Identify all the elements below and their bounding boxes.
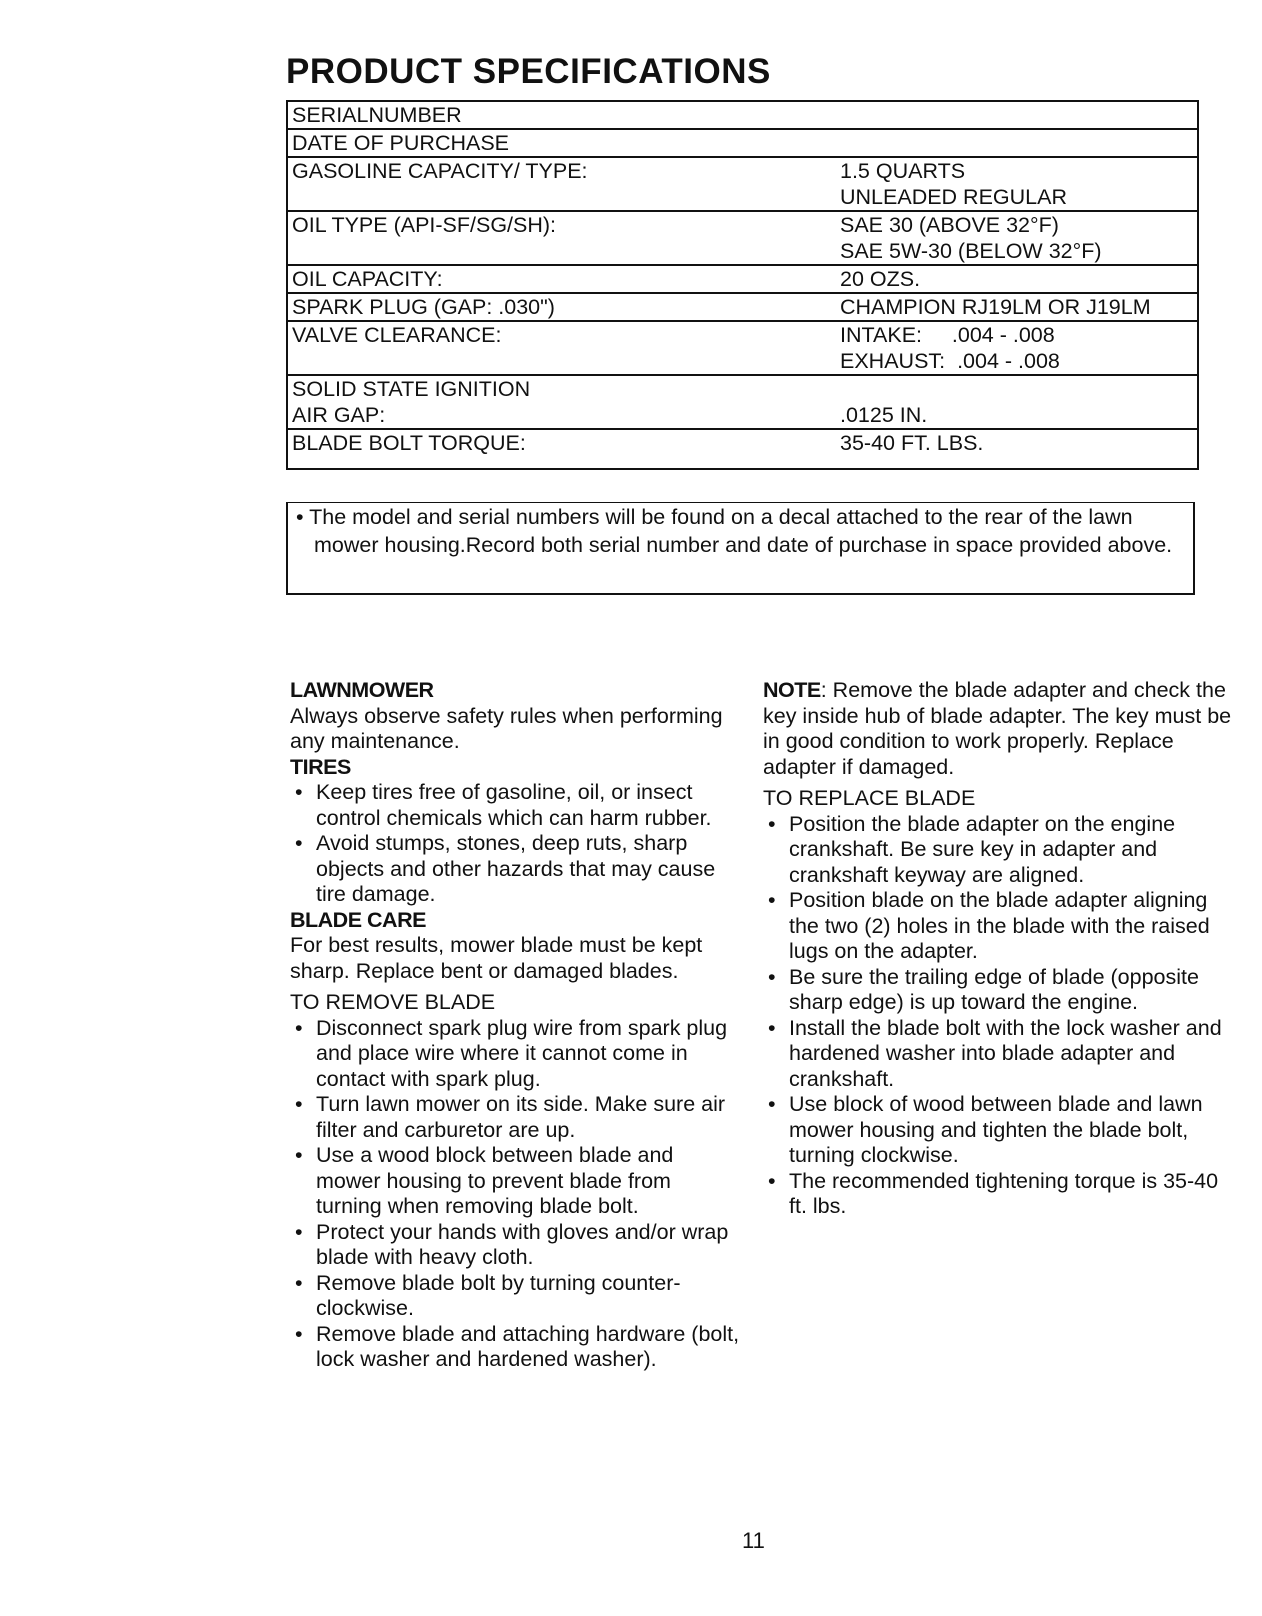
spec-value [836, 293, 1198, 321]
list-item: • Position the blade adapter on the engine crankshaft. Be sure key in adapter and crankshaft keyway are aligned. [768, 811, 1176, 887]
remove-blade-list [290, 1016, 740, 1373]
bullet-icon: • [295, 780, 303, 804]
spec-label: DATE OF PURCHASE [287, 129, 836, 157]
spec-label-line: AIR GAP: [292, 403, 386, 427]
bullet-icon: • [295, 1015, 303, 1040]
spec-value-line: EXHAUST: .004 - .008 [840, 349, 1060, 373]
bullet-icon: • [768, 811, 776, 836]
spec-row-oil-capacity [287, 265, 1198, 293]
note-paragraph [763, 678, 1233, 780]
bullet-icon: • [295, 1270, 303, 1295]
note-box [286, 502, 1195, 595]
spec-value [836, 157, 1198, 211]
spec-value-line: INTAKE: .004 - .008 [840, 323, 1055, 347]
spec-row-date [287, 129, 1198, 157]
spec-value [836, 129, 1198, 157]
spec-value [836, 211, 1198, 265]
heading-blade-care: BLADE CARE [290, 907, 426, 932]
list-item: • The recommended tightening torque is 35-40 ft. lbs. [768, 1168, 1219, 1218]
bullet-icon: • [295, 1219, 303, 1244]
note-label: NOTE [763, 678, 821, 702]
spec-value-line: SAE 5W-30 (BELOW 32°F) [840, 239, 1102, 263]
bullet-icon: • [768, 1015, 776, 1040]
spec-label: SERIALNUMBER [287, 101, 836, 129]
list-item: • Protect your hands with gloves and/or wrap blade with heavy cloth. [295, 1219, 729, 1269]
spec-value-line: SAE 30 (ABOVE 32°F) [840, 213, 1059, 237]
list-item: • Remove blade and attaching hardware (bolt, lock washer and hardened washer). [295, 1321, 740, 1371]
list-item: • Keep tires free of gasoline, oil, or insect control chemicals which can harm rubber. [295, 780, 712, 830]
spec-label: SPARK PLUG (GAP: .030") [287, 293, 836, 321]
spec-value [836, 429, 1198, 469]
spec-value [836, 375, 1198, 429]
spec-label: BLADE BOLT TORQUE: [287, 429, 836, 469]
list-item: • Be sure the trailing edge of blade (opposite sharp edge) is up toward the engine. [768, 964, 1199, 1014]
spec-row-ignition [287, 375, 1198, 429]
spec-value-line [840, 376, 1193, 402]
page-number: 11 [742, 1528, 765, 1553]
spec-value-line: 35-40 FT. LBS. [840, 431, 984, 455]
list-item: • Turn lawn mower on its side. Make sure air filter and carburetor are up. [295, 1092, 726, 1142]
left-column [290, 678, 740, 1373]
spec-label: GASOLINE CAPACITY/ TYPE: [287, 157, 836, 211]
list-item: • Disconnect spark plug wire from spark plug and place wire where it cannot come in contact with spark plug. [295, 1015, 728, 1091]
spec-row-gasoline [287, 157, 1198, 211]
bullet-icon: • [768, 964, 776, 989]
replace-blade-list [763, 812, 1233, 1220]
list-item: • Remove blade bolt by turning counter-clockwise. [295, 1270, 681, 1320]
bullet-icon: • [768, 1168, 776, 1193]
lawnmower-text: Always observe safety rules when performing any maintenance. [290, 703, 723, 753]
spec-value-line: 20 OZS. [840, 267, 921, 291]
spec-row-spark-plug [287, 293, 1198, 321]
bullet-icon: • [295, 1143, 303, 1167]
spec-value-line: CHAMPION RJ19LM OR J19LM [840, 295, 1151, 319]
list-item: • Use block of wood between blade and lawn mower housing and tighten the blade bolt, turning clockwise. [768, 1092, 1203, 1167]
spec-value [836, 265, 1198, 293]
bullet-icon: • [295, 831, 303, 855]
spec-value-line: .0125 IN. [840, 403, 928, 427]
list-item: • Use a wood block between blade and mower housing to prevent blade from turning when removing blade bolt. [295, 1143, 674, 1218]
heading-replace-blade: TO REPLACE BLADE [763, 786, 976, 810]
spec-label [287, 375, 836, 429]
heading-lawnmower: LAWNMOWER [290, 678, 434, 702]
spec-label: OIL CAPACITY: [287, 265, 836, 293]
spec-value [836, 321, 1198, 375]
bullet-icon: • [768, 1092, 776, 1116]
spec-label-line: SOLID STATE IGNITION [292, 377, 531, 401]
spec-value-line: UNLEADED REGULAR [840, 185, 1067, 209]
spec-value-line: 1.5 QUARTS [840, 159, 966, 183]
heading-remove-blade: TO REMOVE BLADE [290, 990, 496, 1014]
blade-care-text: For best results, mower blade must be kept sharp. Replace bent or damaged blades. [290, 933, 703, 983]
note-paragraph-text: : Remove the blade adapter and check the key inside hub of blade adapter. The key must be in good condition to work properly. Replace adapter if damaged. [763, 678, 1232, 779]
spec-row-valve [287, 321, 1198, 375]
spec-label: OIL TYPE (API-SF/SG/SH): [287, 211, 836, 265]
spec-table [286, 100, 1199, 470]
spec-label: VALVE CLEARANCE: [287, 321, 836, 375]
bullet-icon: • [768, 888, 776, 912]
page-title: PRODUCT SPECIFICATIONS [286, 52, 771, 91]
list-item: • Avoid stumps, stones, deep ruts, sharp objects and other hazards that may cause tire damage. [295, 831, 716, 906]
tires-list [290, 780, 740, 908]
spec-row-serial [287, 101, 1198, 129]
heading-tires: TIRES [290, 754, 351, 779]
bullet-icon: • [295, 1321, 303, 1346]
note-text: The model and serial numbers will be found on a decal attached to the rear of the lawn mower housing.Record both serial number and date of purchase in space provided above. [309, 505, 1173, 557]
bullet-icon: • [296, 505, 304, 529]
right-column [763, 678, 1233, 1220]
bullet-icon: • [295, 1092, 303, 1116]
spec-row-oil-type [287, 211, 1198, 265]
list-item: • Position blade on the blade adapter aligning the two (2) holes in the blade with the raised lugs on the adapter. [768, 888, 1210, 963]
spec-row-torque [287, 429, 1198, 469]
spec-value [836, 101, 1198, 129]
list-item: • Install the blade bolt with the lock washer and hardened washer into blade adapter and crankshaft. [768, 1015, 1222, 1091]
